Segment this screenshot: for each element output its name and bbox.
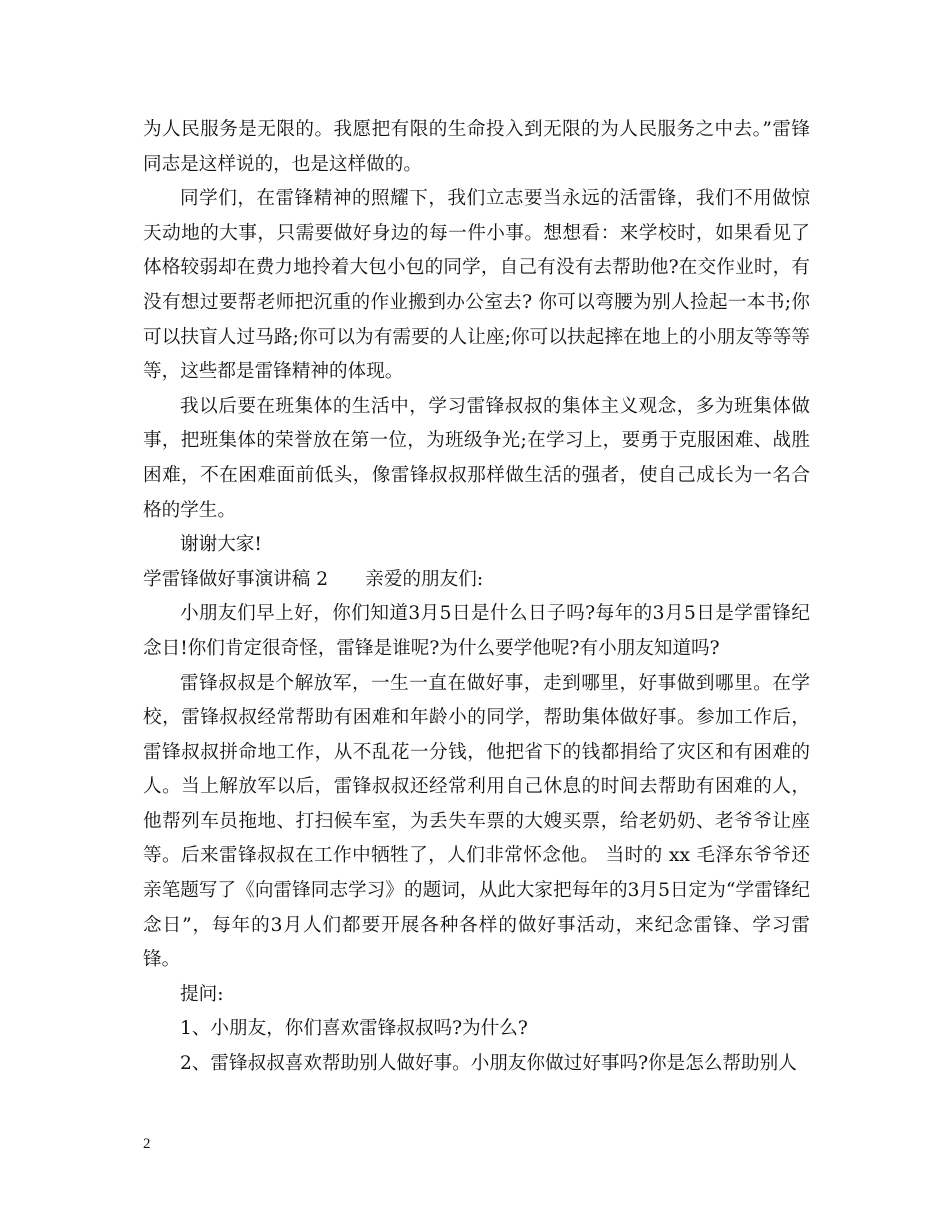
question-1: 1、小朋友，你们喜欢雷锋叔叔吗?为什么?: [180, 1018, 528, 1040]
question-2: 2、雷锋叔叔喜欢帮助别人做好事。小朋友你做过好事吗?你是怎么帮助别人: [180, 1053, 797, 1075]
paragraph-thanks: 谢谢大家!: [180, 534, 262, 556]
section-title: 学雷锋做好事演讲稿 2 亲爱的朋友们:: [143, 568, 484, 590]
paragraph-greeting: 小朋友们早上好，你们知道3月5日是什么日子吗?每年的3月5日是学雷锋纪念日!你们肯定很奇怪，雷锋是谁呢?为什么要学他呢?有小朋友知道吗?: [143, 603, 810, 659]
paragraph-1: 为人民服务是无限的。我愿把有限的生命投入到无限的为人民服务之中去。”雷锋同志是这样说的，也是这样做的。: [143, 119, 810, 175]
paragraph-2: 同学们，在雷锋精神的照耀下，我们立志要当永远的活雷锋，我们不用做惊天动地的大事，只需要做好身边的每一件小事。想想看：来学校时，如果看见了体格较弱却在费力地拎着大包小包的同学，自己有没有去帮助他?在交作业时，有没有想过要帮老师把沉重的作业搬到办公室去? 你可以弯腰为别人捡起一本书;你可以扶盲人过马路;你可以为有需要的人让座;你可以扶起摔在地上的小朋友等等等等，这些都是雷锋精神的体现。: [143, 188, 810, 383]
paragraph-questions-heading: 提问:: [180, 983, 224, 1005]
document-body: [143, 113, 810, 1082]
paragraph-3: 我以后要在班集体的生活中，学习雷锋叔叔的集体主义观念，多为班集体做事，把班集体的荣誉放在第一位，为班级争光;在学习上，要勇于克服困难、战胜困难，不在困难面前低头，像雷锋叔叔那样做生活的强者，使自己成长为一名合格的学生。: [143, 395, 810, 521]
paragraph-story: 雷锋叔叔是个解放军，一生一直在做好事，走到哪里，好事做到哪里。在学校，雷锋叔叔经常帮助有困难和年龄小的同学，帮助集体做好事。参加工作后，雷锋叔叔拼命地工作，从不乱花一分钱，他把省下的钱都捐给了灾区和有困难的人。当上解放军以后，雷锋叔叔还经常利用自己休息的时间去帮助有困难的人，他帮列车员拖地、打扫候车室，为丢失车票的大嫂买票，给老奶奶、老爷爷让座等。后来雷锋叔叔在工作中牺牲了，人们非常怀念他。 当时的 xx 毛泽东爷爷还亲笔题写了《向雷锋同志学习》的题词，从此大家把每年的3月5日定为“学雷锋纪念日”，每年的3月人们都要开展各种各样的做好事活动，来纪念雷锋、学习雷锋。: [143, 672, 810, 971]
page-number: 2: [143, 1136, 151, 1152]
